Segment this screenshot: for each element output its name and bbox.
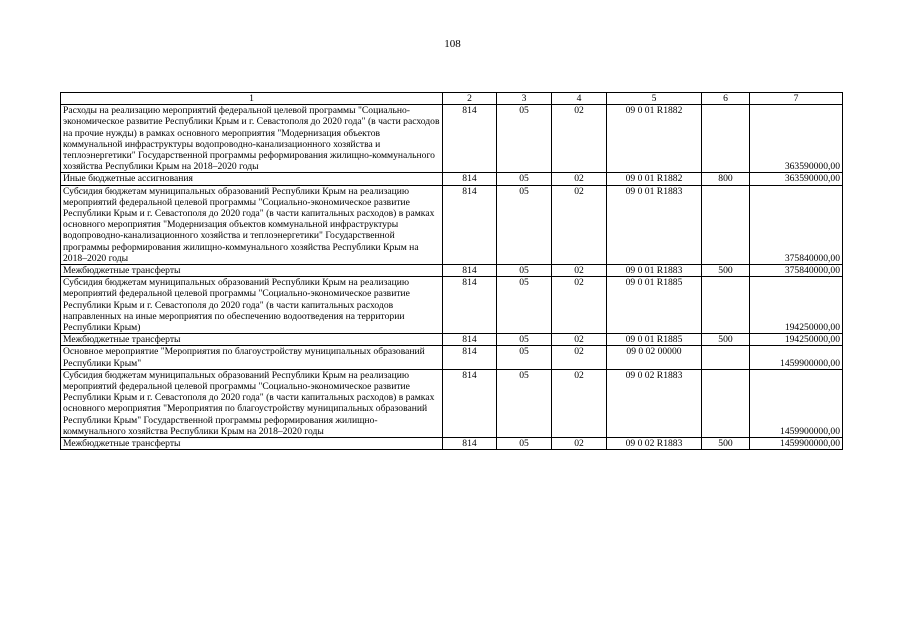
header-cell: 1 bbox=[61, 93, 443, 105]
cell-expense-type bbox=[702, 277, 750, 334]
cell-amount: 375840000,00 bbox=[750, 185, 843, 264]
cell-subsection: 02 bbox=[552, 173, 607, 185]
cell-ministry-code: 814 bbox=[443, 369, 497, 437]
cell-target-code: 09 0 02 R1883 bbox=[607, 438, 702, 450]
cell-ministry-code: 814 bbox=[443, 277, 497, 334]
cell-amount: 1459900000,00 bbox=[750, 369, 843, 437]
table-row bbox=[61, 334, 843, 346]
table-row bbox=[61, 185, 843, 264]
header-cell: 2 bbox=[443, 93, 497, 105]
cell-section: 05 bbox=[497, 105, 552, 173]
cell-expense-type bbox=[702, 346, 750, 369]
cell-amount: 363590000,00 bbox=[750, 173, 843, 185]
row-name: Субсидия бюджетам муниципальных образований Республики Крым на реализацию мероприятий федеральной целевой программы "Социально-экономическое развитие Республики Крым и г. Севастополя до 2020 года" (в части капитальных расходов) в рамках основного мероприятия "Мероприятия по благоустройству муниципальных образований Республики Крым" Государственной программы реформирования жилищно-коммунального хозяйства Республики Крым на 2018–2020 годы bbox=[61, 369, 443, 437]
header-cell: 4 bbox=[552, 93, 607, 105]
cell-target-code: 09 0 02 R1883 bbox=[607, 369, 702, 437]
row-name: Субсидия бюджетам муниципальных образований Республики Крым на реализацию мероприятий федеральной целевой программы "Социально-экономическое развитие Республики Крым и г. Севастополя до 2020 года" (в части капитальных расходов) в рамках основного мероприятия "Модернизация объектов коммунальной инфраструктуры водопроводно-канализационного хозяйства и теплоэнергетики" Государственной программы реформирования жилищно-коммунального хозяйства Республики Крым на 2018–2020 годы bbox=[61, 185, 443, 264]
cell-expense-type bbox=[702, 105, 750, 173]
header-cell: 6 bbox=[702, 93, 750, 105]
header-cell: 3 bbox=[497, 93, 552, 105]
table-row bbox=[61, 277, 843, 334]
table-row bbox=[61, 173, 843, 185]
cell-subsection: 02 bbox=[552, 185, 607, 264]
cell-ministry-code: 814 bbox=[443, 265, 497, 277]
cell-expense-type: 500 bbox=[702, 334, 750, 346]
cell-target-code: 09 0 01 R1882 bbox=[607, 105, 702, 173]
row-name: Основное мероприятие "Мероприятия по благоустройству муниципальных образований Республики Крым" bbox=[61, 346, 443, 369]
cell-subsection: 02 bbox=[552, 334, 607, 346]
cell-ministry-code: 814 bbox=[443, 173, 497, 185]
row-name: Межбюджетные трансферты bbox=[61, 438, 443, 450]
cell-section: 05 bbox=[497, 173, 552, 185]
cell-ministry-code: 814 bbox=[443, 105, 497, 173]
row-name: Межбюджетные трансферты bbox=[61, 265, 443, 277]
header-cell: 5 bbox=[607, 93, 702, 105]
page-number: 108 bbox=[444, 38, 461, 50]
table-row bbox=[61, 265, 843, 277]
cell-ministry-code: 814 bbox=[443, 334, 497, 346]
table-row bbox=[61, 346, 843, 369]
table-row bbox=[61, 105, 843, 173]
cell-amount: 1459900000,00 bbox=[750, 346, 843, 369]
cell-expense-type: 500 bbox=[702, 265, 750, 277]
cell-section: 05 bbox=[497, 277, 552, 334]
cell-subsection: 02 bbox=[552, 346, 607, 369]
table-row bbox=[61, 369, 843, 437]
cell-target-code: 09 0 01 R1883 bbox=[607, 265, 702, 277]
cell-expense-type: 500 bbox=[702, 438, 750, 450]
cell-ministry-code: 814 bbox=[443, 185, 497, 264]
cell-subsection: 02 bbox=[552, 105, 607, 173]
cell-expense-type bbox=[702, 369, 750, 437]
cell-section: 05 bbox=[497, 265, 552, 277]
cell-subsection: 02 bbox=[552, 438, 607, 450]
cell-expense-type: 800 bbox=[702, 173, 750, 185]
cell-section: 05 bbox=[497, 438, 552, 450]
cell-subsection: 02 bbox=[552, 369, 607, 437]
cell-subsection: 02 bbox=[552, 265, 607, 277]
cell-amount: 194250000,00 bbox=[750, 277, 843, 334]
cell-section: 05 bbox=[497, 185, 552, 264]
header-cell: 7 bbox=[750, 93, 843, 105]
cell-section: 05 bbox=[497, 346, 552, 369]
cell-ministry-code: 814 bbox=[443, 346, 497, 369]
cell-amount: 1459900000,00 bbox=[750, 438, 843, 450]
cell-amount: 375840000,00 bbox=[750, 265, 843, 277]
row-name: Межбюджетные трансферты bbox=[61, 334, 443, 346]
cell-target-code: 09 0 01 R1882 bbox=[607, 173, 702, 185]
cell-ministry-code: 814 bbox=[443, 438, 497, 450]
cell-section: 05 bbox=[497, 334, 552, 346]
cell-amount: 363590000,00 bbox=[750, 105, 843, 173]
row-name: Иные бюджетные ассигнования bbox=[61, 173, 443, 185]
cell-target-code: 09 0 02 00000 bbox=[607, 346, 702, 369]
cell-section: 05 bbox=[497, 369, 552, 437]
budget-table bbox=[60, 92, 843, 450]
cell-target-code: 09 0 01 R1885 bbox=[607, 334, 702, 346]
cell-target-code: 09 0 01 R1885 bbox=[607, 277, 702, 334]
row-name: Расходы на реализацию мероприятий федеральной целевой программы "Социально-экономическое развитие Республики Крым и г. Севастополя до 2020 года" (в части расходов на прочие нужды) в рамках основного мероприятия "Модернизация объектов коммунальной инфраструктуры водопроводно-канализационного хозяйства и теплоэнергетики" Государственной программы реформирования жилищно-коммунального хозяйства Республики Крым на 2018–2020 годы bbox=[61, 105, 443, 173]
cell-target-code: 09 0 01 R1883 bbox=[607, 185, 702, 264]
cell-expense-type bbox=[702, 185, 750, 264]
cell-subsection: 02 bbox=[552, 277, 607, 334]
row-name: Субсидия бюджетам муниципальных образований Республики Крым на реализацию мероприятий федеральной целевой программы "Социально-экономическое развитие Республики Крым и г. Севастополя до 2020 года" (в части капитальных расходов направленных на иные мероприятия по обеспечению водоотведения на территории Республики Крым) bbox=[61, 277, 443, 334]
table-row bbox=[61, 438, 843, 450]
header-row bbox=[61, 93, 843, 105]
cell-amount: 194250000,00 bbox=[750, 334, 843, 346]
